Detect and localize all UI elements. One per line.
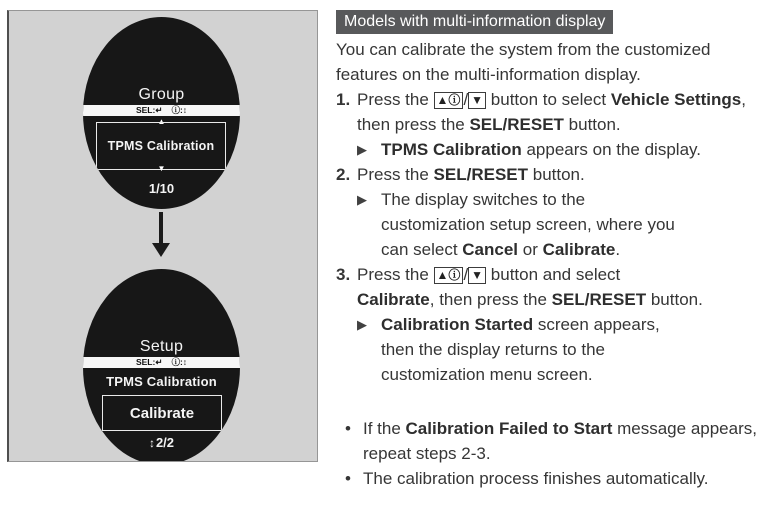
text-segment: can select [381,240,463,259]
note-item [336,466,763,491]
text-segment: button. [646,290,703,309]
arrow-head [152,243,170,257]
scroll-up-arrow-icon: ▲ [157,117,166,126]
info-updown-icon: ⓘ:↕ [171,357,188,367]
text-segment: The calibration process finishes automatically. [363,469,709,488]
text-segment: screen appears, [533,315,660,334]
bold-text: SEL/RESET [551,290,647,309]
group-screen-statusbar [83,105,240,116]
text-segment: or [518,240,543,259]
text-segment: If the [363,419,406,438]
group-screen-title: Group [138,86,185,103]
info-updown-icon: ⓘ:↕ [171,105,188,115]
intro-text: You can calibrate the system from the customized features on the multi-information display. [336,40,711,84]
text-segment: , then press the [357,90,746,134]
step-1 [336,87,763,137]
step-text [357,162,763,187]
step-2-result [336,187,763,262]
bold-text: Cancel [462,240,519,259]
text-segment: customization setup screen, where you [381,215,675,234]
down-button-icon: ▼ [468,92,486,109]
bold-text: Calibration Started [381,315,534,334]
result-text [381,312,763,387]
bullet-icon: • [345,469,351,488]
display-setup-screen [83,269,240,462]
result-arrow-icon: ▶ [357,317,367,332]
setup-menu-label: TPMS Calibration [106,374,217,389]
notes-list [336,416,763,491]
step-text [357,87,763,137]
text-segment: customization menu screen. [381,365,593,384]
text-segment: , then press the [429,290,552,309]
note-text [363,466,709,491]
step-1-result [336,137,763,162]
text-segment: Press the [357,90,434,109]
step-number: 2. [336,165,351,184]
bold-text: SEL/RESET [469,115,564,134]
text-segment: button and select [486,265,621,284]
calibrate-button-label: Calibrate [129,404,195,422]
bold-text: Calibrate [357,290,430,309]
note-item [336,416,763,466]
menu-item-label: TPMS Calibration [107,139,215,153]
setup-screen-title: Setup [139,338,184,355]
bold-text: Vehicle Settings [610,90,742,109]
step-number: 3. [336,265,351,284]
sel-enter-icon: SEL:↵ [135,105,163,115]
section-header: Models with multi-information display [336,10,613,34]
text-segment: button to select [486,90,611,109]
step-3-result [336,312,763,387]
text-segment: Press the [357,265,434,284]
note-text [363,416,763,466]
text-segment: button. [563,115,621,134]
illustration-panel [7,10,318,462]
updown-arrow-icon: ↕ [148,436,155,450]
menu-item-box [96,122,226,170]
slash-separator: / [463,90,469,109]
slash-separator: / [463,265,469,284]
calibrate-button [102,395,222,431]
step-2 [336,162,763,187]
page-indicator: 1/10 [148,181,175,196]
text-segment: message appears, repeat steps 2-3. [363,419,757,463]
text-segment: button. [528,165,585,184]
text-segment: . [615,240,621,259]
step-text [357,262,763,312]
bold-text: SEL/RESET [433,165,529,184]
text-segment: then the display returns to the [381,340,605,359]
text-segment: The display switches to the [381,190,586,209]
step-number: 1. [336,90,351,109]
display-group-screen [83,17,240,209]
setup-screen-statusbar [83,357,240,368]
result-text [381,187,763,262]
instructions-column [336,8,763,491]
arrow-stem [159,212,163,244]
result-text [381,137,763,162]
bold-text: Calibrate [542,240,616,259]
bold-text: TPMS Calibration [381,140,522,159]
step-3 [336,262,763,312]
page-indicator-text: 2/2 [155,435,175,450]
down-button-icon: ▼ [468,267,486,284]
text-segment: Press the [357,165,434,184]
sel-enter-icon: SEL:↵ [135,357,163,367]
page-indicator [83,435,240,450]
text-segment: appears on the display. [521,140,701,159]
scroll-down-arrow-icon: ▼ [157,164,166,173]
bullet-icon: • [345,419,351,438]
up-info-button-icon: ▲ⓘ [434,92,464,109]
result-arrow-icon: ▶ [357,142,367,157]
result-arrow-icon: ▶ [357,192,367,207]
bold-text: Calibration Failed to Start [405,419,613,438]
up-info-button-icon: ▲ⓘ [434,267,464,284]
